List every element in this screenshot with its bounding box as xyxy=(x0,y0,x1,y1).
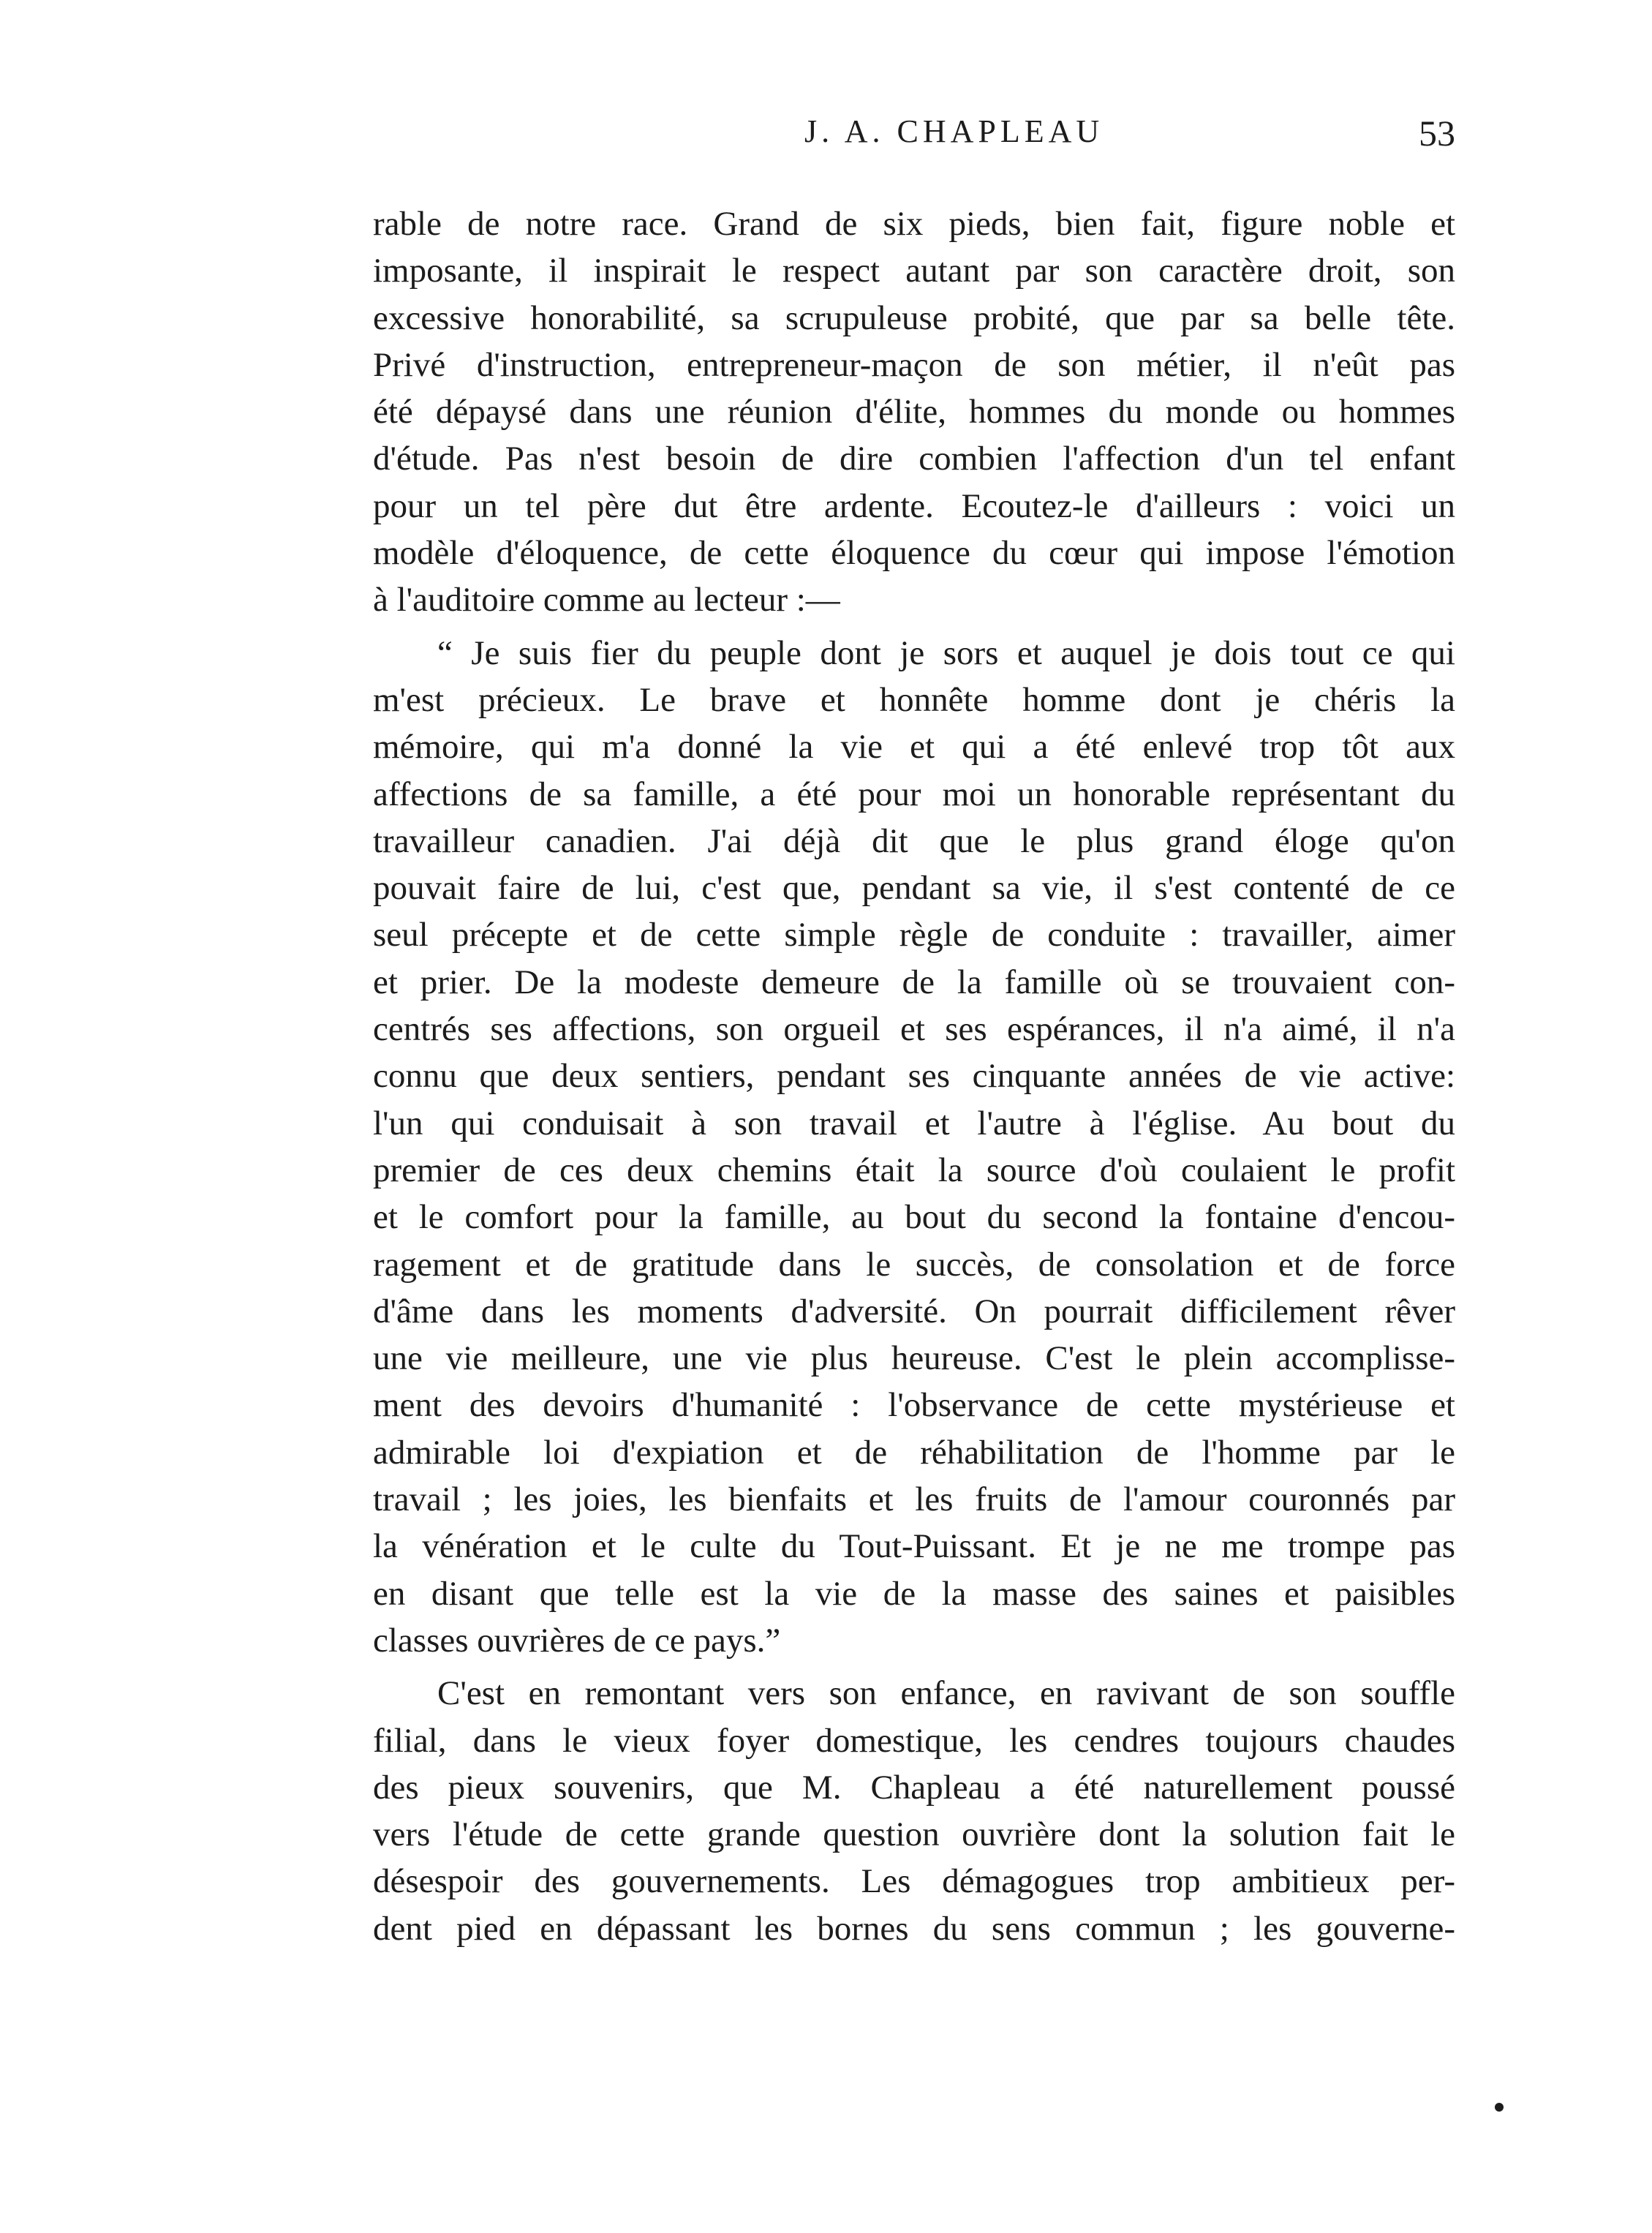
text-line: Privé d'instruction, entrepreneur-maçon de son métier, il n'eût pas xyxy=(373,345,1455,384)
text-line: imposante, il inspirait le respect autant par son caractère droit, son xyxy=(373,252,1455,290)
text-line: filial, dans le vieux foyer domestique, les cendres toujours chaudes xyxy=(373,1721,1455,1760)
text-line: désespoir des gouvernements. Les démagogues trop ambitieux per- xyxy=(373,1862,1455,1901)
text-line: classes ouvrières de ce pays.” xyxy=(373,1621,781,1660)
text-line: l'un qui conduisait à son travail et l'autre à l'église. Au bout du xyxy=(373,1104,1455,1142)
text-line: travailleur canadien. J'ai déjà dit que le plus grand éloge qu'on xyxy=(373,821,1455,860)
text-line: d'âme dans les moments d'adversité. On pourrait difficilement rêver xyxy=(373,1292,1455,1330)
text-line: travail ; les joies, les bienfaits et les fruits de l'amour couronnés par xyxy=(373,1480,1455,1519)
text-line: des pieux souvenirs, que M. Chapleau a été naturellement poussé xyxy=(373,1768,1455,1807)
text-line: pouvait faire de lui, c'est que, pendant sa vie, il s'est contenté de ce xyxy=(373,869,1455,908)
text-line: pour un tel père dut être ardente. Ecoutez-le d'ailleurs : voici un xyxy=(373,486,1455,525)
text-line: ment des devoirs d'humanité : l'observance de cette mystérieuse et xyxy=(373,1386,1455,1425)
text-line: dent pied en dépassant les bornes du sens commun ; les gouverne- xyxy=(373,1909,1455,1948)
page-number: 53 xyxy=(1419,113,1455,154)
text-line: la vénération et le culte du Tout-Puissant. Et je ne me trompe pas xyxy=(373,1527,1455,1566)
text-line: centrés ses affections, son orgueil et ses espérances, il n'a aimé, il n'a xyxy=(373,1010,1455,1049)
text-line: admirable loi d'expiation et de réhabilitation de l'homme par le xyxy=(373,1433,1455,1472)
text-line: d'étude. Pas n'est besoin de dire combien l'affection d'un tel enfant xyxy=(373,440,1455,478)
paragraph xyxy=(373,1670,1455,1952)
text-line: une vie meilleure, une vie plus heureuse. C'est le plein accomplisse- xyxy=(373,1339,1455,1378)
text-line: ragement et de gratitude dans le succès, de consolation et de force xyxy=(373,1245,1455,1284)
ink-dot-mark xyxy=(1495,2103,1504,2112)
text-line: premier de ces deux chemins était la source d'où coulaient le profit xyxy=(373,1151,1455,1189)
text-line: excessive honorabilité, sa scrupuleuse probité, que par sa belle tête. xyxy=(373,298,1455,337)
text-line: m'est précieux. Le brave et honnête homme dont je chéris la xyxy=(373,680,1455,719)
text-line: et prier. De la modeste demeure de la famille où se trouvaient con- xyxy=(373,963,1455,1001)
text-line: en disant que telle est la vie de la masse des saines et paisibles xyxy=(373,1574,1455,1613)
text-line: vers l'étude de cette grande question ouvrière dont la solution fait le xyxy=(373,1815,1455,1854)
text-line: connu que deux sentiers, pendant ses cinquante années de vie active: xyxy=(373,1057,1455,1096)
text-line: été dépaysé dans une réunion d'élite, hommes du monde ou hommes xyxy=(373,393,1455,432)
text-line: modèle d'éloquence, de cette éloquence du cœur qui impose l'émotion xyxy=(373,534,1455,573)
text-line: mémoire, qui m'a donné la vie et qui a été enlevé trop tôt aux xyxy=(373,728,1455,767)
text-line: et le comfort pour la famille, au bout du second la fontaine d'encou- xyxy=(373,1198,1455,1237)
text-line: à l'auditoire comme au lecteur :— xyxy=(373,581,840,620)
text-line: C'est en remontant vers son enfance, en ravivant de son souffle xyxy=(437,1674,1455,1713)
running-head xyxy=(373,110,1455,168)
paragraph xyxy=(373,630,1455,1665)
text-line: “ Je suis fier du peuple dont je sors et auquel je dois tout ce qui xyxy=(437,633,1455,672)
paragraph-gap xyxy=(373,1664,1455,1670)
text-line: seul précepte et de cette simple règle de conduite : travailler, aimer xyxy=(373,916,1455,954)
paragraph-gap xyxy=(373,624,1455,630)
running-title: J. A. CHAPLEAU xyxy=(804,113,1104,149)
text-line: rable de notre race. Grand de six pieds, bien fait, figure noble et xyxy=(373,205,1455,243)
paragraph xyxy=(373,200,1455,624)
body-text xyxy=(373,200,1455,1952)
text-line: affections de sa famille, a été pour moi un honorable représentant du xyxy=(373,775,1455,813)
